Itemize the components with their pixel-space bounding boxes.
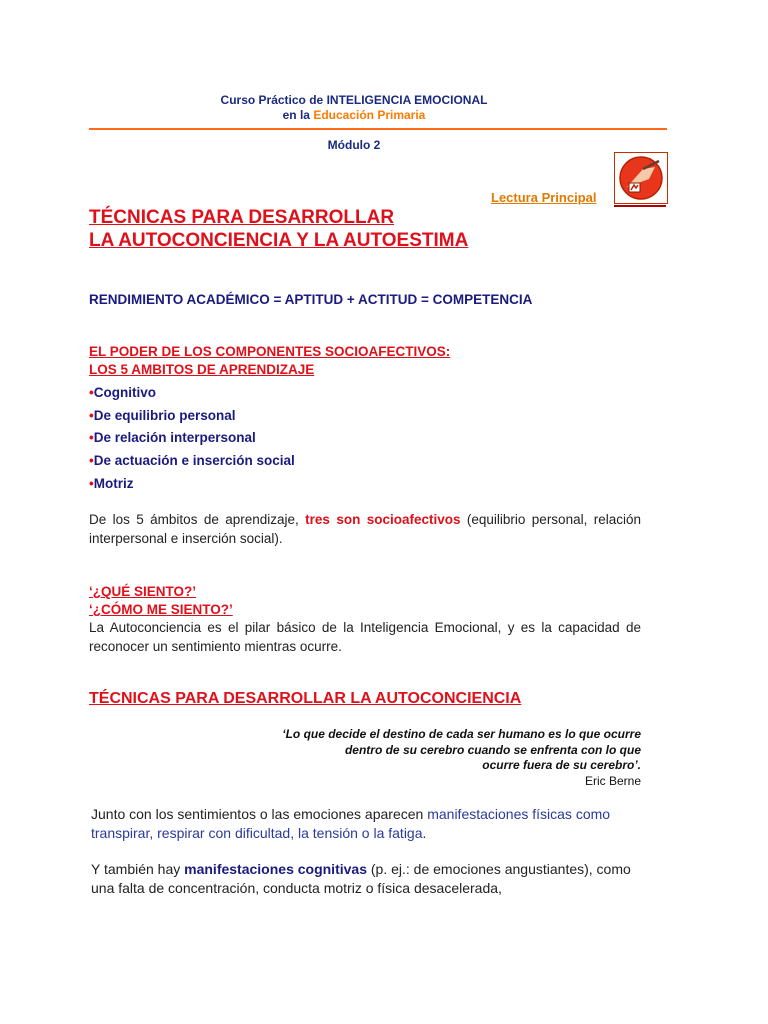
ambito-label: Cognitivo (93, 385, 156, 400)
ambitos-list (89, 384, 295, 497)
quote-line: ‘Lo que decide el destino de cada ser humano es lo que ocurre (282, 727, 641, 741)
course-title: Curso Práctico de INTELIGENCIA EMOCIONAL (220, 93, 488, 107)
quote-line: ocurre fuera de su cerebro’. (482, 758, 641, 772)
bullet-icon: • (89, 475, 94, 491)
main-title-line1: TÉCNICAS PARA DESARROLLAR (89, 207, 395, 228)
section-heading: TÉCNICAS PARA DESARROLLAR LA AUTOCONCIENCIA (89, 690, 522, 707)
paragraph-highlight: tres son socioafectivos (305, 512, 461, 527)
course-subtitle-prefix: en la (282, 108, 314, 122)
poder-heading-line2: LOS 5 AMBITOS DE APRENDIZAJE (89, 362, 315, 377)
header-divider (89, 128, 667, 130)
rendimiento-formula: RENDIMIENTO ACADÉMICO = APTITUD + ACTITUD = COMPETENCIA (89, 292, 533, 307)
course-subtitle-highlight: Educación Primaria (313, 108, 426, 122)
paragraph-text: (equilibrio personal, relación interpersonal e inserción social). (89, 512, 641, 546)
lectura-logo (614, 152, 668, 204)
main-title (89, 206, 468, 252)
ambito-label: Motriz (93, 475, 134, 491)
paragraph-highlight: manifestaciones cognitivas (184, 861, 367, 877)
quote-author: Eric Berne (584, 774, 641, 788)
question-line2: ‘¿CÓMO ME SIENTO?’ (89, 602, 233, 617)
main-title-line2: LA AUTOCONCIENCIA Y LA AUTOESTIMA (89, 230, 469, 251)
bullet-icon: • (89, 430, 94, 446)
paragraph-text: . (422, 825, 427, 841)
lectura-underline (614, 205, 666, 207)
ambitos-paragraph (89, 510, 641, 548)
paragraph-text: Y también hay (91, 861, 185, 877)
autoconciencia-paragraph: La Autoconciencia es el pilar básico de la Inteligencia Emocional, y es la capacidad de reconocer un sentimiento mientras ocurre. (89, 620, 641, 654)
module-label: Módulo 2 (327, 138, 381, 152)
ambito-label: De equilibrio personal (93, 407, 236, 423)
list-item (89, 475, 295, 498)
ambito-label: De relación interpersonal (93, 430, 256, 446)
question-line1: ‘¿QUÉ SIENTO?’ (89, 584, 197, 599)
paragraph-text: De los 5 ámbitos de aprendizaje, (89, 512, 306, 527)
paragraph-highlight: manifestaciones físicas como transpirar, respirar con dificultad, la tensión o la fatiga (91, 806, 611, 841)
reading-icon (615, 153, 667, 203)
list-item (89, 384, 295, 407)
quote-line: dentro de su cerebro cuando se enfrenta con lo que (344, 742, 641, 757)
poder-heading (89, 343, 450, 379)
list-item (89, 452, 295, 475)
bullet-icon: • (89, 453, 94, 469)
paragraph-text: (p. ej.: de emociones angustiantes), como una falta de concentración, conducta motriz o física desacelerada, (91, 861, 631, 896)
poder-heading-line1: EL PODER DE LOS COMPONENTES SOCIOAFECTIVOS: (89, 344, 451, 359)
paragraph-text: Junto con los sentimientos o las emociones aparecen (91, 806, 428, 822)
question-heading (89, 583, 233, 619)
list-item (89, 429, 295, 452)
course-subtitle (0, 108, 708, 122)
bullet-icon: • (89, 407, 94, 423)
list-item (89, 407, 295, 430)
lectura-principal-link[interactable]: Lectura Principal (491, 190, 597, 205)
quote (221, 727, 641, 774)
ambito-label: De actuación e inserción social (93, 453, 295, 469)
manifestaciones-fisicas-paragraph (91, 805, 651, 843)
manifestaciones-cognitivas-paragraph (91, 860, 651, 898)
bullet-icon: • (89, 385, 94, 400)
